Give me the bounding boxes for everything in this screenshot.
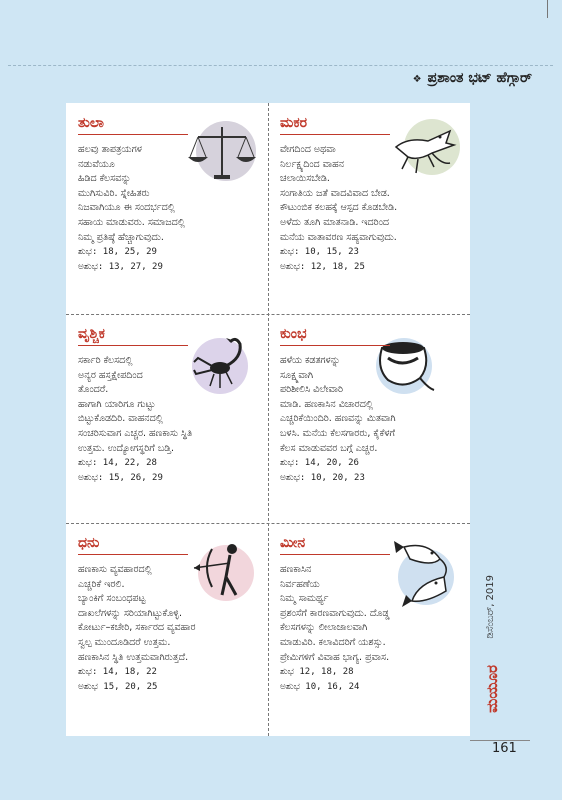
lucky-numbers: ಶುಭ 12, 18, 28 [280, 667, 354, 678]
text-line: ಉತ್ತಮ. ಉದ್ಯೋಗಸ್ಥರಿಗೆ ಬಡ್ತಿ. [78, 442, 175, 454]
sign-text [280, 350, 460, 485]
text-line: ಪ್ರೇಮಿಗಳಿಗೆ ವಿವಾಹ ಭಾಗ್ಯ. ಪ್ರವಾಸ. [280, 651, 390, 663]
text-line: ಮಾಡಿ. ಹಣಕಾಸಿನ ವಿಚಾರದಲ್ಲಿ [280, 398, 374, 410]
sign-title: ತುಲಾ [78, 115, 104, 131]
sign-card-tula [66, 103, 268, 314]
lucky-numbers: ಶುಭ: 10, 15, 23 [280, 247, 359, 258]
page-number: 161 [492, 741, 517, 756]
text-line: ತೊಂದರೆ. [78, 384, 109, 396]
text-line: ಪ್ರಶಂಸೆಗೆ ಕಾರಣವಾಗುವುದು. ದೊಡ್ಡ [280, 607, 390, 619]
text-line: ಸಂಚರಿಸುವಾಗ ಎಚ್ಚರ. ಹಣಕಾಸು ಸ್ಥಿತಿ [78, 427, 193, 439]
diamond-icon: ❖ [412, 74, 422, 85]
sign-text [280, 139, 460, 274]
text-line: ಬಳಸಿ. ಮನೆಯ ಕೆಲಸಗಾರರು, ಕೈಕೆಳಗೆ [280, 427, 396, 439]
text-line: ವೇಗದಿಂದ ಅಥವಾ [280, 144, 336, 155]
title-underline [280, 134, 390, 135]
title-underline [78, 554, 188, 555]
unlucky-numbers: ಅಶುಭ 10, 16, 24 [280, 681, 360, 692]
title-underline [78, 345, 188, 346]
text-line: ಕೆಲಸಗಳನ್ನು ಲೀಲಾಜಾಲವಾಗಿ [280, 622, 368, 634]
sign-title: ಮೀನ [280, 535, 306, 551]
text-line: ನಿಮ್ಮ ಪ್ರತಿಷ್ಠೆ ಹೆಚ್ಚಾಗುವುದು. [78, 231, 164, 243]
magazine-logo: ಮಯೂರ [483, 665, 501, 713]
text-line: ಚಲಾಯಿಸಬೇಡಿ. [280, 173, 330, 185]
text-line: ಹಣಕಾಸಿನ ಸ್ಥಿತಿ ಉತ್ತಮವಾಗಿರುತ್ತದೆ. [78, 651, 189, 663]
sign-title: ಮಕರ [280, 115, 308, 131]
sign-card-makara [268, 103, 470, 314]
author-byline [413, 70, 532, 86]
text-line: ಹಣಕಾಸಿನ [280, 564, 312, 575]
issue-date: ಡಿಸೆಂಬರ್, 2019 [485, 575, 496, 639]
sign-card-meena [268, 523, 470, 734]
horoscope-grid [66, 103, 470, 736]
sign-text [78, 559, 258, 694]
author-name: ಪ್ರಶಾಂತ ಭಟ್ ಹೆಗ್ಗಾರ್ [427, 70, 532, 86]
sign-text [78, 350, 258, 485]
text-line: ಹಣಕಾಸು ವ್ಯವಹಾರದಲ್ಲಿ [78, 564, 152, 575]
text-line: ಅಳೆದು ತೂಗಿ ಮಾತನಾಡಿ. ಇದರಿಂದ [280, 216, 390, 228]
lucky-numbers: ಶುಭ: 18, 25, 29 [78, 247, 157, 258]
unlucky-numbers: ಅಶುಭ: 13, 27, 29 [78, 261, 163, 272]
text-line: ಎಚ್ಚರಿಕೆ ಇರಲಿ. [78, 578, 125, 590]
text-line: ಸ್ವಲ್ಪ ಮುಂದೂಡಿದರೆ ಉತ್ತಮ. [78, 636, 171, 648]
text-line: ನಿರ್ವಹಣೆಯ [280, 578, 320, 590]
text-line: ಕೌಟುಂಬಿಕ ಕಲಹಕ್ಕೆ ಆಸ್ಪದ ಕೊಡಬೇಡಿ. [280, 202, 398, 214]
text-line: ಅನ್ಯರ ಹಸ್ತಕ್ಷೇಪದಿಂದ [78, 369, 143, 381]
text-line: ಮುಗಿಸುವಿರಿ. ಸ್ನೇಹಿತರು [78, 187, 150, 199]
text-line: ಹಿಡಿದ ಕೆಲಸವನ್ನು [78, 173, 131, 185]
header-divider [8, 65, 553, 66]
text-line: ಬಿಟ್ಟುಕೊಡದಿರಿ. ವಾಹನದಲ್ಲಿ [78, 413, 163, 425]
crop-mark [547, 0, 548, 18]
side-imprint [483, 575, 503, 735]
lucky-numbers: ಶುಭ: 14, 20, 26 [280, 458, 359, 469]
text-line: ಮನೆಯ ವಾತಾವರಣ ಸಹ್ಯವಾಗುವುದು. [280, 231, 397, 243]
unlucky-numbers: ಅಶುಭ 15, 20, 25 [78, 681, 158, 692]
sign-card-kumbha [268, 314, 470, 525]
unlucky-numbers: ಅಶುಭ: 15, 26, 29 [78, 472, 163, 483]
sign-text [78, 139, 258, 274]
text-line: ಎಚ್ಚರಿಕೆಯಿಂದಿರಿ. ಹಣವನ್ನು ಮಿತವಾಗಿ [280, 413, 396, 425]
unlucky-numbers: ಅಶುಭ: 10, 20, 23 [280, 472, 365, 483]
sign-text [280, 559, 460, 694]
title-underline [280, 345, 390, 346]
text-line: ಕೆಲಸ ಮಾಡುವವರ ಬಗ್ಗೆ ಎಚ್ಚರ. [280, 442, 378, 454]
title-underline [280, 554, 390, 555]
text-line: ನಿಜವಾಗಿಯೂ ಈ ಸಂದರ್ಭದಲ್ಲಿ [78, 202, 175, 214]
text-line: ಮಾಡುವಿರಿ. ಕಲಾವಿದರಿಗೆ ಯಶಸ್ಸು. [280, 636, 386, 648]
sign-card-dhanu [66, 523, 268, 734]
sign-card-vrishchika [66, 314, 268, 525]
lucky-numbers: ಶುಭ: 14, 18, 22 [78, 667, 157, 678]
text-line: ನಿಮ್ಮ ಸಾಮರ್ಥ್ಯ [280, 593, 329, 605]
text-line: ಸರ್ಕಾರಿ ಕೆಲಸದಲ್ಲಿ [78, 355, 133, 366]
text-line: ನಿರ್ಲಕ್ಷ್ಯದಿಂದ ವಾಹನ [280, 158, 345, 170]
unlucky-numbers: ಅಶುಭ: 12, 18, 25 [280, 261, 365, 272]
text-line: ಹಳೆಯ ಕಡತಗಳನ್ನು [280, 355, 341, 366]
text-line: ನಡುವೆಯೂ [78, 158, 115, 170]
sign-title: ಧನು [78, 535, 100, 551]
text-line: ಪರಿಶೀಲಿಸಿ ವಿಲೇವಾರಿ [280, 384, 344, 396]
text-line: ಸೂಕ್ಷ್ಮವಾಗಿ [280, 369, 314, 381]
text-line: ಹಾಗಾಗಿ ಯಾರಿಗೂ ಗುಟ್ಟು [78, 398, 156, 410]
text-line: ಕೋರ್ಟು–ಕಚೇರಿ, ಸರ್ಕಾರದ ವ್ಯವಹಾರ [78, 622, 196, 634]
text-line: ಹಲವು ತಾಪತ್ರಯಗಳ [78, 144, 142, 155]
sign-title: ಕುಂಭ [280, 326, 307, 342]
title-underline [78, 134, 188, 135]
text-line: ಸಂಗಾತಿಯ ಜತೆ ವಾದವಿವಾದ ಬೇಡ. [280, 187, 390, 199]
lucky-numbers: ಶುಭ: 14, 22, 28 [78, 458, 157, 469]
text-line: ದಾಖಲೆಗಳನ್ನು ಸರಿಯಾಗಿಟ್ಟುಕೊಳ್ಳಿ. [78, 607, 183, 619]
sign-title: ವೃಶ್ಚಿಕ [78, 326, 105, 342]
text-line: ಸಹಾಯ ಮಾಡುವರು. ಸಮಾಜದಲ್ಲಿ [78, 216, 185, 228]
text-line: ಬ್ಯಾಂಕಿಗೆ ಸಂಬಂಧಪಟ್ಟ [78, 593, 146, 605]
